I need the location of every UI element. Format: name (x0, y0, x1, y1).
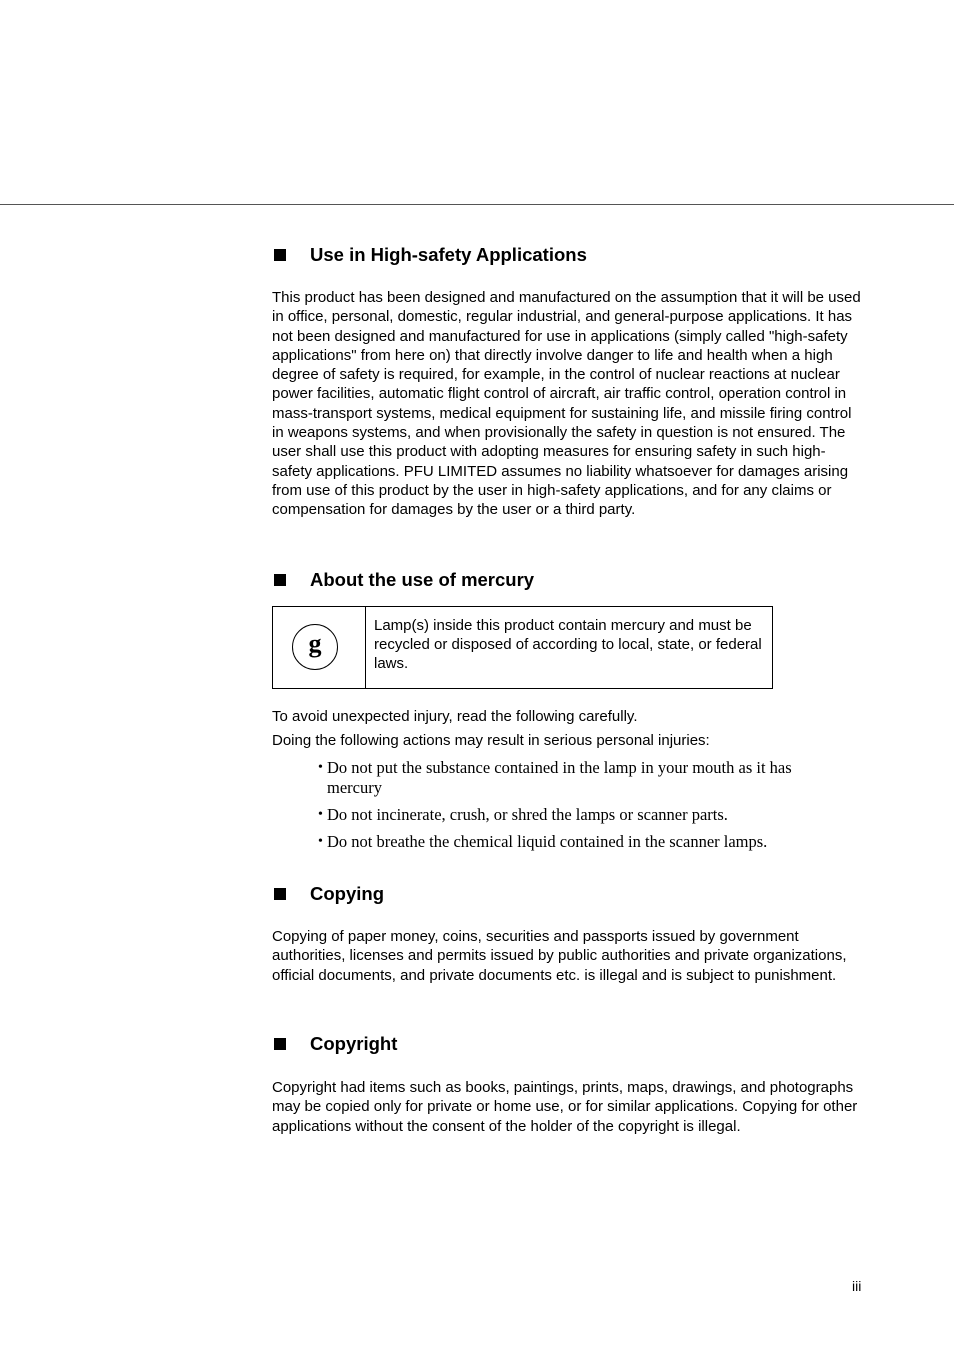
mercury-warning-list (318, 758, 838, 852)
section-title: Use in High-safety Applications (310, 244, 587, 265)
section-title: About the use of mercury (310, 569, 535, 590)
mercury-icon-cell (273, 607, 366, 688)
section-heading-copying (272, 883, 384, 905)
section-heading-copyright (272, 1033, 397, 1055)
section-heading-high-safety (272, 244, 587, 266)
page-number: iii (852, 1278, 862, 1294)
mercury-notice-text: Lamp(s) inside this product contain mercury and must be recycled or disposed of according to local, state, or federal laws. (374, 617, 762, 672)
mercury-symbol-letter: g (308, 629, 322, 658)
square-bullet-icon (274, 249, 286, 261)
square-bullet-icon (274, 574, 286, 586)
copyright-paragraph: Copyright had items such as books, paintings, prints, maps, drawings, and photographs may be copied only for private or home use, or for similar applications. Copying for other applications without the consent of the holder of the copyright is illegal. (272, 1079, 858, 1135)
mercury-notice-box (272, 606, 773, 689)
mercury-intro-1: To avoid unexpected injury, read the following carefully. (272, 708, 638, 725)
list-item: • Do not breathe the chemical liquid contained in the scanner lamps. (318, 832, 838, 852)
square-bullet-icon (274, 888, 286, 900)
list-item: • Do not put the substance contained in the lamp in your mouth as it has mercury (318, 758, 838, 798)
mercury-symbol-icon (292, 624, 338, 670)
header-rule (0, 204, 954, 205)
section-heading-mercury (272, 569, 534, 591)
copying-paragraph: Copying of paper money, coins, securities and passports issued by government authorities, licenses and permits issued by public authorities and private organizations, official documents, and private documents etc. is illegal and is subject to punishment. (272, 928, 847, 984)
square-bullet-icon (274, 1038, 286, 1050)
high-safety-paragraph: This product has been designed and manufactured on the assumption that it will be used in office, personal, domestic, regular industrial, and general-purpose applications. It has not been designed and manufactured for use in applications (simply called "high-safety applications" from here on) that directly involve danger to life and health when a high degree of safety is required, for example, in the control of nuclear reactions at nuclear power facilities, automatic flight control of aircraft, air traffic control, operation control in mass-transport systems, medical equipment for sustaining life, and missile firing control in weapons systems, and when provisionally the safety in question is not ensured. The user shall use this product with adopting measures for ensuring safety in such high-safety applications. PFU LIMITED assumes no liability whatsoever for damages arising from use of this product by the user in high-safety applications, and for any claims or compensation for damages by the user or a third party. (272, 289, 861, 519)
section-title: Copyright (310, 1033, 398, 1054)
section-title: Copying (310, 883, 384, 904)
list-item: • Do not incinerate, crush, or shred the lamps or scanner parts. (318, 805, 838, 825)
mercury-intro-2: Doing the following actions may result in serious personal injuries: (272, 732, 710, 749)
